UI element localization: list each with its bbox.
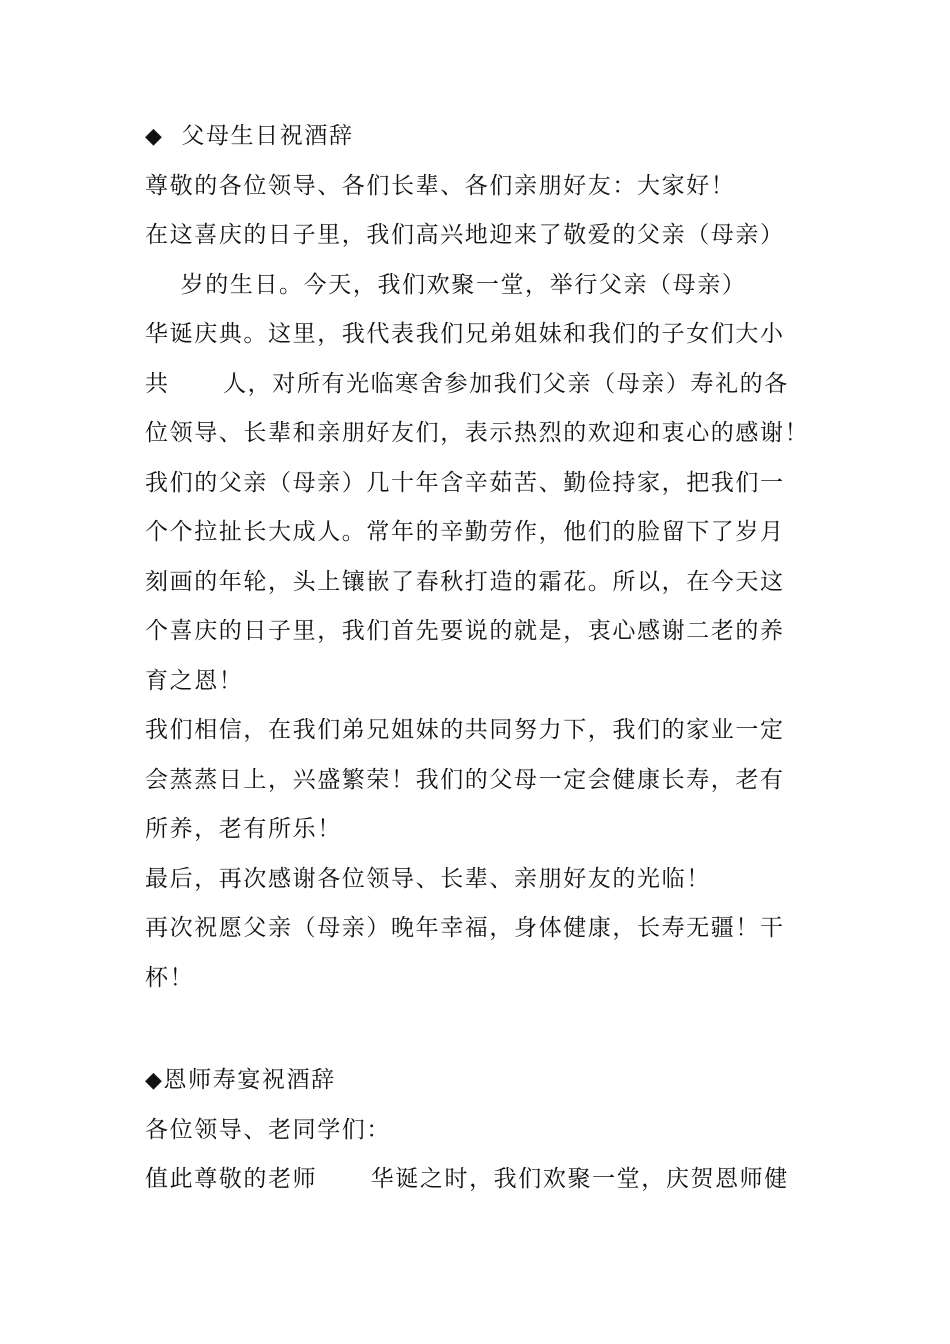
paragraph-line: 共 人，对所有光临寒舍参加我们父亲（母亲）寿礼的各 (145, 370, 789, 397)
section-title: 恩师寿宴祝酒辞 (163, 1067, 336, 1093)
diamond-bullet-icon: ◆ (145, 1068, 164, 1093)
paragraph-line: 最后，再次感谢各位领导、长辈、亲朋好友的光临！ (145, 865, 711, 892)
paragraph-line: 我们相信，在我们弟兄姐妹的共同努力下，我们的家业一定 (145, 717, 785, 743)
paragraph-line: 我们的父亲（母亲）几十年含辛茹苦、勤俭持家，把我们一 (145, 469, 785, 496)
paragraph-line: 再次祝愿父亲（母亲）晚年幸福，身体健康，长寿无疆！干 (145, 915, 785, 941)
document-page (145, 112, 815, 1205)
paragraph-line: 个个拉扯长大成人。常年的辛勤劳作，他们的脸留下了岁月 (145, 519, 785, 545)
section-heading (145, 1056, 815, 1106)
paragraph-line: 所养，老有所乐！ (145, 816, 342, 842)
paragraph-line: 位领导、长辈和亲朋好友们，表示热烈的欢迎和衷心的感谢！ (145, 420, 810, 446)
diamond-bullet-icon: ◆ (145, 124, 164, 149)
paragraph-line: 会蒸蒸日上，兴盛繁荣！我们的父母一定会健康长寿，老有 (145, 766, 785, 793)
section-spacer (145, 1003, 815, 1056)
paragraph-line: 岁的生日。今天，我们欢聚一堂，举行父亲（母亲） (145, 271, 747, 298)
paragraph-line: 尊敬的各位领导、各们长辈、各们亲朋好友：大家好！ (145, 172, 736, 199)
paragraph-line: 刻画的年轮，头上镶嵌了春秋打造的霜花。所以，在今天这 (145, 568, 785, 595)
paragraph-line: 各位领导、老同学们： (145, 1116, 391, 1143)
section-title: 父母生日祝酒辞 (163, 123, 354, 149)
paragraph-line: 育之恩！ (145, 667, 244, 694)
paragraph-line: 华诞庆典。这里，我代表我们兄弟姐妹和我们的子女们大小 (145, 321, 785, 347)
paragraph-line: 个喜庆的日子里，我们首先要说的就是，衷心感谢二老的养 (145, 618, 785, 644)
paragraph-line: 值此尊敬的老师 华诞之时，我们欢聚一堂，庆贺恩师健 (145, 1166, 789, 1192)
paragraph-line: 杯！ (145, 964, 195, 991)
paragraph-line: 在这喜庆的日子里，我们高兴地迎来了敬爱的父亲（母亲） (145, 222, 785, 248)
section-heading (145, 112, 815, 162)
